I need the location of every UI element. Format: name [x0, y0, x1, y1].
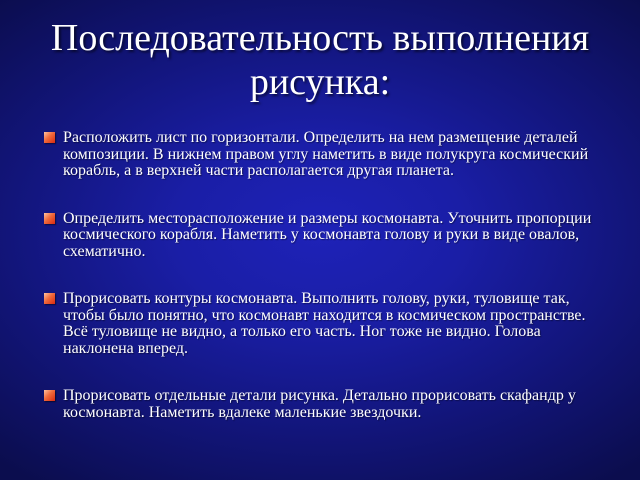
square-bullet-icon [44, 132, 55, 143]
square-bullet-icon [44, 390, 55, 401]
list-item [44, 291, 606, 357]
square-bullet-icon [44, 293, 55, 304]
list-item [44, 388, 606, 421]
bullet-list [44, 130, 606, 421]
list-item [44, 211, 606, 261]
square-bullet-icon [44, 213, 55, 224]
slide-title: Последовательность выполнения рисунка: [50, 17, 590, 103]
bullet-text: Расположить лист по горизонтали. Определить на нем размещение деталей композиции. В нижнем правом углу наметить в виде полукруга космический корабль, а в верхней части располагается другая планета. [63, 129, 589, 179]
bullet-text: Прорисовать отдельные детали рисунка. Детально прорисовать скафандр у космонавта. Наметить вдалеке маленькие звездочки. [63, 387, 576, 421]
bullet-text: Определить месторасположение и размеры космонавта. Уточнить пропорции космического корабля. Наметить у космонавта голову и руки в виде овалов, схематично. [63, 209, 592, 260]
bullet-text: Прорисовать контуры космонавта. Выполнить голову, руки, туловище так, чтобы было понятно, что космонавт находится в космическом пространстве. Всё туловище не видно, а только его часть. Ног тоже не видно. Голова наклонена вперед. [63, 290, 586, 357]
list-item [44, 130, 606, 180]
